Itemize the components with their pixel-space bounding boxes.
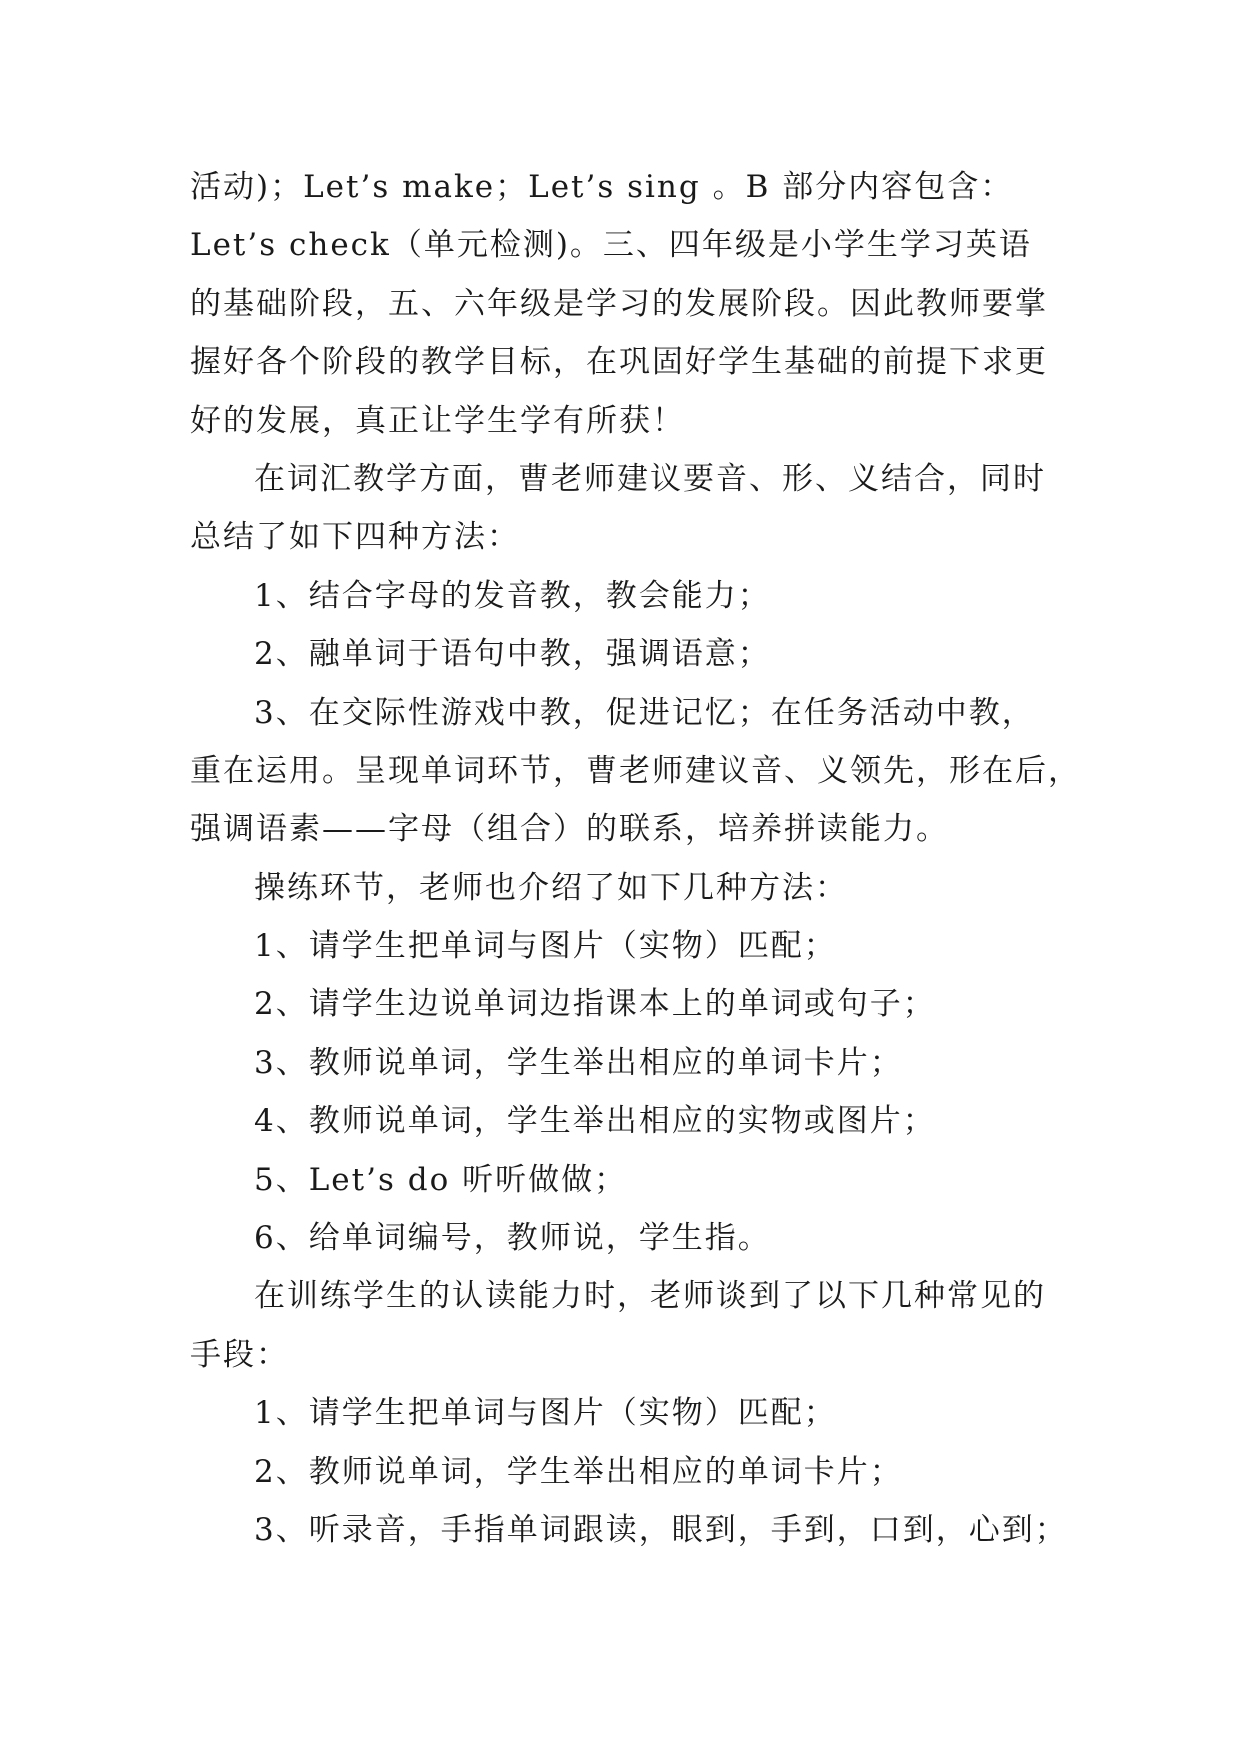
text-line: 好的发展，真正让学生学有所获！ <box>190 402 685 439</box>
list-item: 1、结合字母的发音教，教会能力； <box>254 577 771 614</box>
text-line: 总结了如下四种方法： <box>190 519 520 556</box>
list-item: 2、教师说单词，学生举出相应的单词卡片； <box>254 1453 903 1490</box>
list-item: 4、教师说单词，学生举出相应的实物或图片； <box>254 1103 936 1140</box>
text-line: 重在运用。呈现单词环节，曹老师建议音、义领先，形在后， <box>190 752 1081 789</box>
text-line: 强调语素——字母（组合）的联系，培养拼读能力。 <box>190 811 949 848</box>
list-item: 5、Let’s do 听听做做； <box>254 1161 628 1198</box>
text-line: 活动)；Let’s make；Let’s sing 。B 部分内容包含： <box>190 169 1014 205</box>
list-item: 3、听录音，手指单词跟读，眼到，手到，口到，心到； <box>254 1511 1068 1548</box>
text-line: 手段： <box>190 1336 289 1373</box>
list-item: 2、请学生边说单词边指课本上的单词或句子； <box>254 986 936 1023</box>
paragraph-start-line: 在词汇教学方面，曹老师建议要音、形、义结合，同时 <box>254 460 1046 497</box>
text-line: 握好各个阶段的教学目标，在巩固好学生基础的前提下求更 <box>190 344 1048 381</box>
list-item: 1、请学生把单词与图片（实物）匹配； <box>254 1395 837 1432</box>
list-item: 3、教师说单词，学生举出相应的单词卡片； <box>254 1044 903 1081</box>
list-item: 1、请学生把单词与图片（实物）匹配； <box>254 928 837 965</box>
list-item: 2、融单词于语句中教，强调语意； <box>254 636 771 673</box>
text-line: Let’s check（单元检测)。三、四年级是小学生学习英语 <box>190 227 1032 264</box>
paragraph-start-line: 操练环节，老师也介绍了如下几种方法： <box>254 869 848 906</box>
document-body <box>190 158 1081 1559</box>
paragraph-start-line: 在训练学生的认读能力时，老师谈到了以下几种常见的 <box>254 1278 1046 1315</box>
text-line: 的基础阶段，五、六年级是学习的发展阶段。因此教师要掌 <box>190 285 1048 322</box>
list-item: 6、给单词编号，教师说，学生指。 <box>254 1220 771 1257</box>
list-item: 3、在交际性游戏中教，促进记忆；在任务活动中教， <box>254 694 1035 731</box>
